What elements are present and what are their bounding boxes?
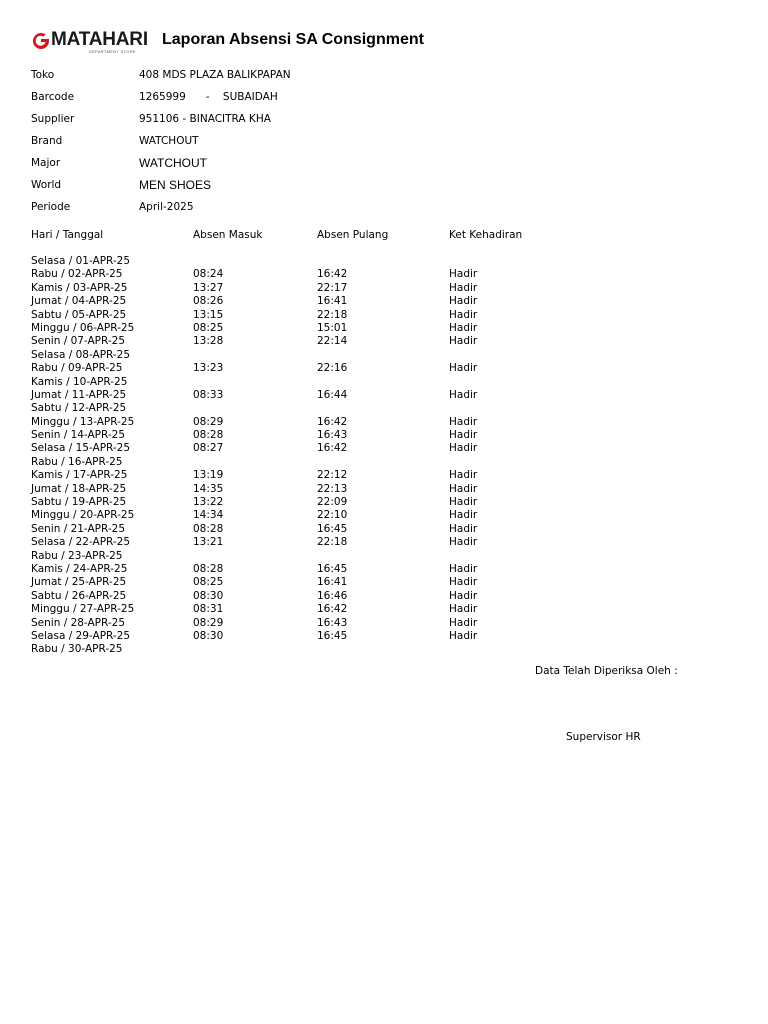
table-row <box>31 402 651 415</box>
table-row <box>31 376 651 389</box>
date-cell: Minggu / 27-APR-25 <box>31 603 135 616</box>
checked-by-label: Data Telah Diperiksa Oleh : <box>535 665 678 677</box>
absen-masuk-cell: 14:34 <box>193 509 224 522</box>
ket-kehadiran-cell: Hadir <box>449 335 478 348</box>
absen-pulang-cell: 22:18 <box>317 536 348 549</box>
ket-kehadiran-cell: Hadir <box>449 522 478 535</box>
absen-pulang-cell: 16:45 <box>317 629 348 642</box>
date-cell: Kamis / 03-APR-25 <box>31 281 128 294</box>
absen-masuk-cell: 08:26 <box>193 295 224 308</box>
absen-pulang-cell: 16:42 <box>317 268 348 281</box>
meta-label: World <box>31 179 62 191</box>
meta-label: Brand <box>31 135 63 147</box>
table-row <box>31 282 651 295</box>
page-title: Laporan Absensi SA Consignment <box>162 31 424 48</box>
ket-kehadiran-cell: Hadir <box>449 616 478 629</box>
absen-masuk-cell: 13:28 <box>193 335 224 348</box>
logo-wordmark: MATAHARI <box>51 29 148 50</box>
absen-pulang-cell: 16:41 <box>317 295 348 308</box>
ket-kehadiran-cell: Hadir <box>449 469 478 482</box>
absen-pulang-cell: 22:12 <box>317 469 348 482</box>
date-cell: Jumat / 25-APR-25 <box>31 576 127 589</box>
ket-kehadiran-cell: Hadir <box>449 429 478 442</box>
meta-label: Toko <box>31 69 55 81</box>
attendance-table <box>31 255 651 657</box>
header-absen-pulang: Absen Pulang <box>317 229 389 241</box>
table-row <box>31 442 651 455</box>
meta-value: MEN SHOES <box>139 178 212 192</box>
absen-masuk-cell: 08:29 <box>193 415 224 428</box>
absen-pulang-cell: 16:42 <box>317 603 348 616</box>
table-row <box>31 309 651 322</box>
meta-value: 951106 - BINACITRA KHA <box>139 113 271 125</box>
ket-kehadiran-cell: Hadir <box>449 603 478 616</box>
table-row <box>31 576 651 589</box>
absen-pulang-cell: 22:09 <box>317 496 348 509</box>
table-row <box>31 536 651 549</box>
absen-masuk-cell: 13:27 <box>193 281 224 294</box>
table-row <box>31 509 651 522</box>
date-cell: Selasa / 01-APR-25 <box>31 255 131 267</box>
table-row <box>31 603 651 616</box>
absen-masuk-cell: 08:25 <box>193 576 224 589</box>
date-cell: Selasa / 29-APR-25 <box>31 629 131 642</box>
absen-masuk-cell: 08:30 <box>193 629 224 642</box>
absen-pulang-cell: 22:17 <box>317 281 348 294</box>
date-cell: Minggu / 20-APR-25 <box>31 509 135 522</box>
date-cell: Sabtu / 26-APR-25 <box>31 589 127 602</box>
ket-kehadiran-cell: Hadir <box>449 562 478 575</box>
absen-pulang-cell: 22:10 <box>317 509 348 522</box>
logo-subtext: DEPARTMENT STORE <box>89 49 136 54</box>
table-row <box>31 630 651 643</box>
ket-kehadiran-cell: Hadir <box>449 629 478 642</box>
absen-masuk-cell: 14:35 <box>193 482 224 495</box>
absen-masuk-cell: 08:25 <box>193 321 224 334</box>
ket-kehadiran-cell: Hadir <box>449 589 478 602</box>
absen-pulang-cell: 16:41 <box>317 576 348 589</box>
absen-pulang-cell: 16:43 <box>317 616 348 629</box>
date-cell: Selasa / 15-APR-25 <box>31 442 131 455</box>
absen-pulang-cell: 16:46 <box>317 589 348 602</box>
meta-label: Supplier <box>31 113 75 125</box>
ket-kehadiran-cell: Hadir <box>449 281 478 294</box>
date-cell: Minggu / 13-APR-25 <box>31 415 135 428</box>
absen-pulang-cell: 22:18 <box>317 308 348 321</box>
table-row <box>31 295 651 308</box>
date-cell: Minggu / 06-APR-25 <box>31 321 135 334</box>
date-cell: Senin / 28-APR-25 <box>31 616 126 629</box>
table-row <box>31 335 651 348</box>
ket-kehadiran-cell: Hadir <box>449 496 478 509</box>
date-cell: Selasa / 22-APR-25 <box>31 536 131 549</box>
meta-value: WATCHOUT <box>139 135 199 147</box>
absen-pulang-cell: 16:43 <box>317 429 348 442</box>
table-row <box>31 255 651 268</box>
absen-masuk-cell: 13:15 <box>193 308 224 321</box>
table-row <box>31 322 651 335</box>
ket-kehadiran-cell: Hadir <box>449 308 478 321</box>
header-absen-masuk: Absen Masuk <box>193 229 263 241</box>
table-row <box>31 456 651 469</box>
date-cell: Jumat / 04-APR-25 <box>31 295 127 308</box>
date-cell: Rabu / 02-APR-25 <box>31 268 123 281</box>
date-cell: Kamis / 10-APR-25 <box>31 375 128 388</box>
absen-masuk-cell: 08:29 <box>193 616 224 629</box>
meta-value: WATCHOUT <box>139 156 207 170</box>
date-cell: Kamis / 17-APR-25 <box>31 469 128 482</box>
table-row <box>31 563 651 576</box>
absen-masuk-cell: 08:28 <box>193 522 224 535</box>
absen-pulang-cell: 22:13 <box>317 482 348 495</box>
table-row <box>31 550 651 563</box>
meta-label: Major <box>31 157 61 169</box>
supervisor-signature-label: Supervisor HR <box>566 731 641 743</box>
table-header <box>31 229 651 245</box>
table-row <box>31 590 651 603</box>
matahari-m-icon <box>31 31 51 51</box>
ket-kehadiran-cell: Hadir <box>449 536 478 549</box>
absen-masuk-cell: 13:21 <box>193 536 224 549</box>
absen-masuk-cell: 08:27 <box>193 442 224 455</box>
meta-value: April-2025 <box>139 201 194 213</box>
table-row <box>31 483 651 496</box>
date-cell: Senin / 07-APR-25 <box>31 335 126 348</box>
date-cell: Jumat / 18-APR-25 <box>31 482 127 495</box>
table-row <box>31 429 651 442</box>
ket-kehadiran-cell: Hadir <box>449 482 478 495</box>
meta-label: Barcode <box>31 91 75 103</box>
absen-pulang-cell: 22:16 <box>317 362 348 375</box>
matahari-logo <box>31 29 151 57</box>
absen-pulang-cell: 16:44 <box>317 388 348 401</box>
header-hari-tanggal: Hari / Tanggal <box>31 229 104 241</box>
ket-kehadiran-cell: Hadir <box>449 268 478 281</box>
absen-pulang-cell: 22:14 <box>317 335 348 348</box>
date-cell: Rabu / 16-APR-25 <box>31 455 123 468</box>
absen-pulang-cell: 16:45 <box>317 562 348 575</box>
date-cell: Sabtu / 19-APR-25 <box>31 496 127 509</box>
absen-masuk-cell: 08:24 <box>193 268 224 281</box>
table-row <box>31 416 651 429</box>
ket-kehadiran-cell: Hadir <box>449 576 478 589</box>
absen-masuk-cell: 13:22 <box>193 496 224 509</box>
absen-masuk-cell: 08:31 <box>193 603 224 616</box>
date-cell: Senin / 14-APR-25 <box>31 429 126 442</box>
absen-pulang-cell: 16:42 <box>317 415 348 428</box>
table-row <box>31 617 651 630</box>
ket-kehadiran-cell: Hadir <box>449 442 478 455</box>
date-cell: Kamis / 24-APR-25 <box>31 562 128 575</box>
report-header <box>31 29 731 57</box>
table-row <box>31 643 651 656</box>
table-row <box>31 389 651 402</box>
header-ket-kehadiran: Ket Kehadiran <box>449 229 523 241</box>
absen-masuk-cell: 08:28 <box>193 429 224 442</box>
meta-value: 408 MDS PLAZA BALIKPAPAN <box>139 69 291 81</box>
table-row <box>31 268 651 281</box>
ket-kehadiran-cell: Hadir <box>449 509 478 522</box>
date-cell: Jumat / 11-APR-25 <box>31 388 127 401</box>
absen-pulang-cell: 16:45 <box>317 522 348 535</box>
table-row <box>31 349 651 362</box>
absen-pulang-cell: 15:01 <box>317 321 348 334</box>
ket-kehadiran-cell: Hadir <box>449 388 478 401</box>
absen-pulang-cell: 16:42 <box>317 442 348 455</box>
ket-kehadiran-cell: Hadir <box>449 362 478 375</box>
absen-masuk-cell: 08:33 <box>193 388 224 401</box>
meta-value: 1265999 - SUBAIDAH <box>139 91 278 103</box>
date-cell: Sabtu / 12-APR-25 <box>31 402 127 415</box>
date-cell: Selasa / 08-APR-25 <box>31 348 131 361</box>
absen-masuk-cell: 13:23 <box>193 362 224 375</box>
table-row <box>31 469 651 482</box>
absen-masuk-cell: 13:19 <box>193 469 224 482</box>
ket-kehadiran-cell: Hadir <box>449 321 478 334</box>
table-row <box>31 496 651 509</box>
ket-kehadiran-cell: Hadir <box>449 415 478 428</box>
absen-masuk-cell: 08:28 <box>193 562 224 575</box>
ket-kehadiran-cell: Hadir <box>449 295 478 308</box>
date-cell: Sabtu / 05-APR-25 <box>31 308 127 321</box>
table-row <box>31 362 651 375</box>
date-cell: Rabu / 30-APR-25 <box>31 643 123 656</box>
absen-masuk-cell: 08:30 <box>193 589 224 602</box>
date-cell: Senin / 21-APR-25 <box>31 522 126 535</box>
table-row <box>31 523 651 536</box>
meta-label: Periode <box>31 201 71 213</box>
date-cell: Rabu / 23-APR-25 <box>31 549 123 562</box>
date-cell: Rabu / 09-APR-25 <box>31 362 123 375</box>
